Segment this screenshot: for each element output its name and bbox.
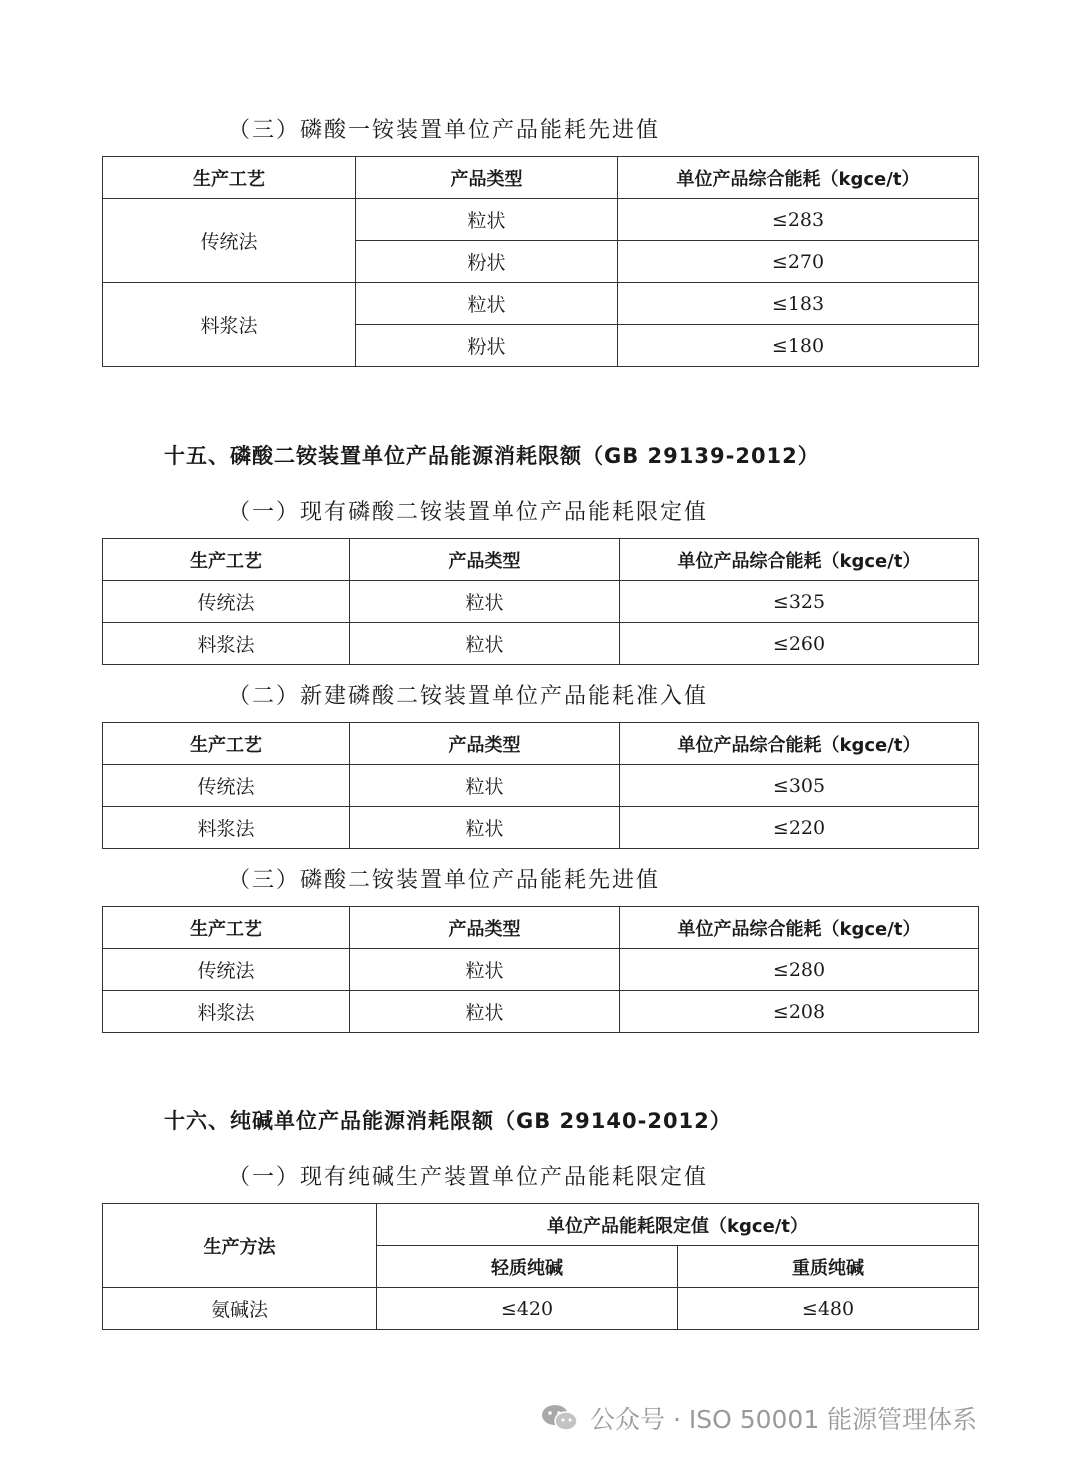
t2-value-cell: ≤325: [620, 581, 979, 623]
t4-process-cell: 传统法: [103, 949, 350, 991]
t2-header-value: 单位产品综合能耗（kgce/t）: [620, 539, 979, 581]
t4-type-cell: 粒状: [350, 949, 620, 991]
t2-header-row: [103, 539, 979, 581]
t1-process-cell: 传统法: [103, 199, 356, 283]
table-row: [103, 765, 979, 807]
t4-value-cell: ≤280: [620, 949, 979, 991]
t3-caption: （二）新建磷酸二铵装置单位产品能耗准入值: [228, 684, 709, 709]
table-row: [103, 991, 979, 1033]
t2-process-cell: 传统法: [103, 581, 350, 623]
table-row: [103, 199, 979, 241]
t3-type-cell: 粒状: [350, 807, 620, 849]
table-row: [103, 623, 979, 665]
t4-caption: （三）磷酸二铵装置单位产品能耗先进值: [228, 868, 661, 893]
t5-light-cell: ≤420: [377, 1288, 678, 1330]
t3-process-cell: 传统法: [103, 765, 350, 807]
table-row: [103, 283, 979, 325]
table-row: [103, 1288, 979, 1330]
t5-header-light: 轻质纯碱: [377, 1246, 678, 1288]
watermark-text: 公众号 · ISO 50001 能源管理体系: [590, 1405, 978, 1434]
t1-type-cell: 粉状: [356, 325, 618, 367]
t2-header-type: 产品类型: [350, 539, 620, 581]
t5-header-heavy: 重质纯碱: [678, 1246, 979, 1288]
t1-process-cell: 料浆法: [103, 283, 356, 367]
t4-process-cell: 料浆法: [103, 991, 350, 1033]
t2-caption: （一）现有磷酸二铵装置单位产品能耗限定值: [228, 500, 709, 525]
t4-value-cell: ≤208: [620, 991, 979, 1033]
t2-value-cell: ≤260: [620, 623, 979, 665]
t3-value-cell: ≤305: [620, 765, 979, 807]
t2-process-cell: 料浆法: [103, 623, 350, 665]
t1-table: [102, 156, 979, 367]
t1-caption: （三）磷酸一铵装置单位产品能耗先进值: [228, 118, 661, 143]
section16-title: 十六、纯碱单位产品能源消耗限额（GB 29140-2012）: [164, 1109, 732, 1133]
t1-value-cell: ≤270: [618, 241, 979, 283]
t1-value-cell: ≤180: [618, 325, 979, 367]
t1-type-cell: 粉状: [356, 241, 618, 283]
t5-header-row: [103, 1204, 979, 1246]
t3-value-cell: ≤220: [620, 807, 979, 849]
t2-table: [102, 538, 979, 665]
t4-header-process: 生产工艺: [103, 907, 350, 949]
t4-header-value: 单位产品综合能耗（kgce/t）: [620, 907, 979, 949]
t3-header-type: 产品类型: [350, 723, 620, 765]
section15-title: 十五、磷酸二铵装置单位产品能源消耗限额（GB 29139-2012）: [164, 444, 820, 468]
t2-type-cell: 粒状: [350, 581, 620, 623]
t3-table: [102, 722, 979, 849]
t5-header-group: 单位产品能耗限定值（kgce/t）: [377, 1204, 979, 1246]
t3-header-row: [103, 723, 979, 765]
t5-heavy-cell: ≤480: [678, 1288, 979, 1330]
t3-type-cell: 粒状: [350, 765, 620, 807]
t1-value-cell: ≤183: [618, 283, 979, 325]
t1-value-cell: ≤283: [618, 199, 979, 241]
t4-type-cell: 粒状: [350, 991, 620, 1033]
t3-process-cell: 料浆法: [103, 807, 350, 849]
t1-header-type: 产品类型: [356, 157, 618, 199]
t4-header-type: 产品类型: [350, 907, 620, 949]
t5-method-cell: 氨碱法: [103, 1288, 377, 1330]
table-row: [103, 581, 979, 623]
wechat-icon: [540, 1403, 580, 1433]
table-row: [103, 807, 979, 849]
t5-caption: （一）现有纯碱生产装置单位产品能耗限定值: [228, 1165, 709, 1190]
t5-table: [102, 1203, 979, 1330]
t1-header-row: [103, 157, 979, 199]
t1-type-cell: 粒状: [356, 283, 618, 325]
t4-table: [102, 906, 979, 1033]
t2-type-cell: 粒状: [350, 623, 620, 665]
t2-header-process: 生产工艺: [103, 539, 350, 581]
t3-header-value: 单位产品综合能耗（kgce/t）: [620, 723, 979, 765]
t1-header-value: 单位产品综合能耗（kgce/t）: [618, 157, 979, 199]
t5-header-method: 生产方法: [103, 1204, 377, 1288]
table-row: [103, 949, 979, 991]
t1-type-cell: 粒状: [356, 199, 618, 241]
t1-header-process: 生产工艺: [103, 157, 356, 199]
t4-header-row: [103, 907, 979, 949]
t3-header-process: 生产工艺: [103, 723, 350, 765]
watermark: [540, 1400, 977, 1436]
